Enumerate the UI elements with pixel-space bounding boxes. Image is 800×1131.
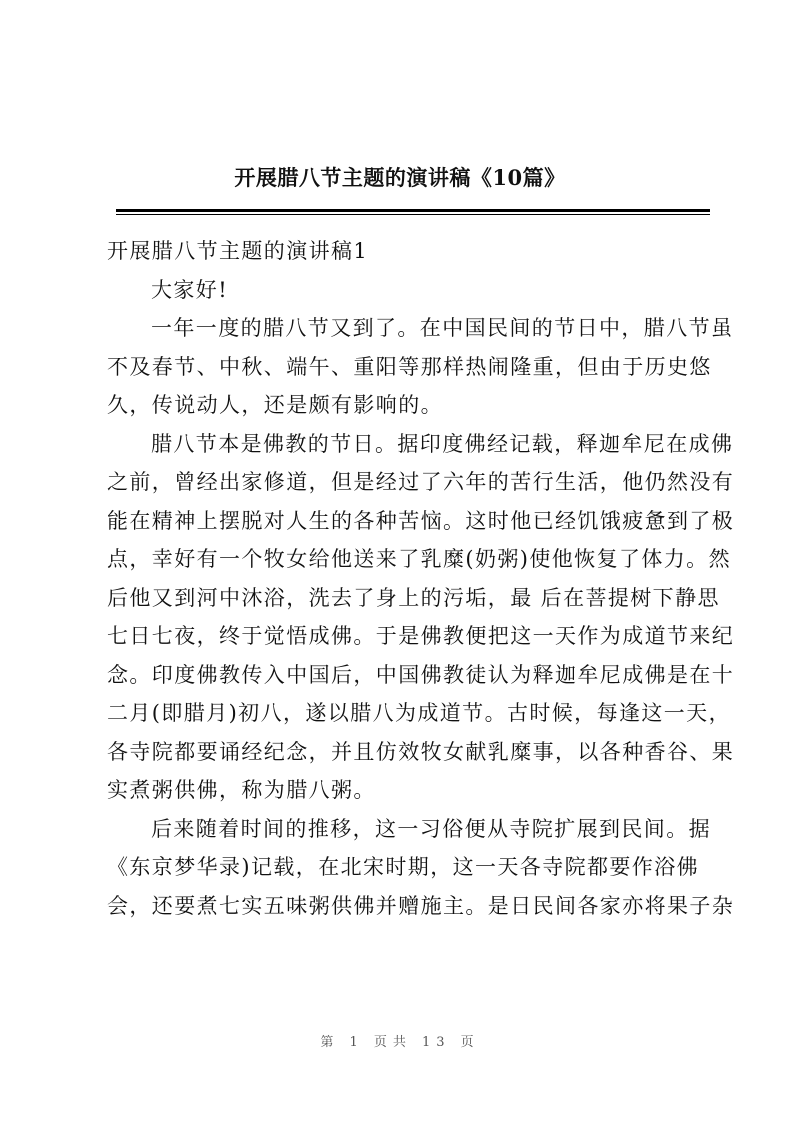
paragraph-line: 之前，曾经出家修道，但是经过了六年的苦行生活，他仍然没有 bbox=[107, 470, 735, 494]
paragraph-line: 后来随着时间的推移，这一习俗便从寺院扩展到民间。据 bbox=[151, 816, 711, 841]
section-heading: 开展腊八节主题的演讲稿1 bbox=[107, 239, 369, 263]
paragraph-line: 二月(即腊月)初八，遂以腊八为成道节。古时候，每逢这一天， bbox=[107, 701, 731, 725]
paragraph-line: 念。印度佛教传入中国后，中国佛教徒认为释迦牟尼成佛是在十 bbox=[107, 662, 735, 687]
paragraph-line: 会，还要煮七实五味粥供佛并赠施主。是日民间各家亦将果子杂 bbox=[107, 893, 735, 918]
page-footer: 第 1 页共 13 页 bbox=[320, 1035, 480, 1050]
paragraph-line: 《东京梦华录)记载，在北宋时期，这一天各寺院都要作浴佛 bbox=[107, 855, 699, 879]
paragraph-line: 腊八节本是佛教的节日。据印度佛经记载，释迦牟尼在成佛 bbox=[151, 431, 734, 456]
title-rule-thick bbox=[116, 209, 710, 212]
paragraph-line: 各寺院都要诵经纪念，并且仿效牧女献乳糜事，以各种香谷、果 bbox=[107, 739, 735, 764]
document-title: 开展腊八节主题的演讲稿《10篇》 bbox=[234, 165, 566, 190]
paragraph-line: 实煮粥供佛，称为腊八粥。 bbox=[107, 778, 376, 802]
paragraph-line: 点，幸好有一个牧女给他送来了乳糜(奶粥)使他恢复了体力。然 bbox=[107, 547, 731, 571]
paragraph-line: 七日七夜，终于觉悟成佛。于是佛教便把这一天作为成道节来纪 bbox=[107, 624, 735, 648]
paragraph-line: 一年一度的腊八节又到了。在中国民间的节日中，腊八节虽 bbox=[151, 316, 734, 340]
title-rule-thin bbox=[116, 214, 710, 215]
document-body bbox=[107, 232, 735, 925]
paragraph-line: 不及春节、中秋、端午、重阳等那样热闹隆重，但由于历史悠 bbox=[107, 354, 712, 379]
paragraph-line: 后他又到河中沐浴，洗去了身上的污垢，最 后在菩提树下静思 bbox=[107, 585, 720, 610]
paragraph-line: 大家好! bbox=[151, 277, 229, 302]
paragraph-line: 能在精神上摆脱对人生的各种苦恼。这时他已经饥饿疲惫到了极 bbox=[107, 508, 735, 533]
paragraph-line: 久，传说动人，还是颇有影响的。 bbox=[107, 393, 443, 417]
